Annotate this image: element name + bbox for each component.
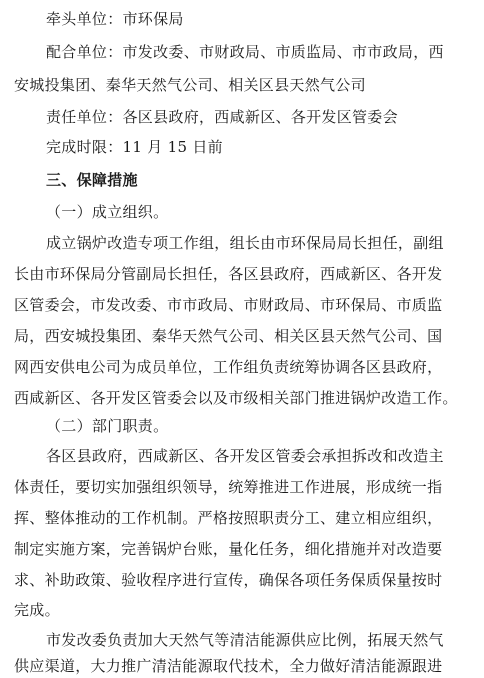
paragraph-line: 局，西安城投集团、秦华天然气公司、相关区县天然气公司、国 <box>14 327 443 345</box>
subsection-title-1: （一）成立组织。 <box>46 203 169 221</box>
deadline-line: 完成时限：11 月 15 日前 <box>46 138 223 156</box>
paragraph-line: 完成。 <box>14 601 60 619</box>
paragraph-line: 体责任，要切实加强组织领导，统筹推进工作进展，形成统一指 <box>14 478 443 496</box>
paragraph-line: 挥、整体推动的工作机制。严格按照职责分工、建立相应组织， <box>14 509 443 527</box>
paragraph-line: 各区县政府，西咸新区、各开发区管委会承担拆改和改造主 <box>46 447 444 465</box>
paragraph-line: 供应渠道，大力推广清洁能源取代技术，全力做好清洁能源跟进 <box>14 657 443 675</box>
coop-unit-line-1: 配合单位：市发改委、市财政局、市质监局、市市政局，西 <box>46 43 444 61</box>
paragraph-line: 区管委会，市发改委、市市政局、市财政局、市环保局、市质监 <box>14 296 443 314</box>
paragraph-line: 制定实施方案，完善锅炉台账，量化任务，细化措施并对改造要 <box>14 540 443 558</box>
paragraph-line: 市发改委负责加大天然气等清洁能源供应比例，拓展天然气 <box>46 631 444 649</box>
subsection-title-2: （二）部门职责。 <box>46 417 169 435</box>
coop-unit-line-2: 安城投集团、秦华天然气公司、相关区县天然气公司 <box>14 76 366 94</box>
paragraph-line: 求、补助政策、验收程序进行宣传，确保各项任务保质保量按时 <box>14 571 443 589</box>
paragraph-line: 西咸新区、各开发区管委会以及市级相关部门推进锅炉改造工作。 <box>14 389 458 407</box>
lead-unit-line: 牵头单位：市环保局 <box>46 10 184 28</box>
paragraph-line: 成立锅炉改造专项工作组，组长由市环保局局长担任，副组 <box>46 234 444 252</box>
paragraph-line: 网西安供电公司为成员单位，工作组负责统筹协调各区县政府， <box>14 358 443 376</box>
paragraph-line: 长由市环保局分管副局长担任，各区县政府，西咸新区、各开发 <box>14 265 443 283</box>
responsible-unit-line: 责任单位：各区县政府，西咸新区、各开发区管委会 <box>46 108 398 126</box>
section-heading: 三、保障措施 <box>46 171 138 189</box>
